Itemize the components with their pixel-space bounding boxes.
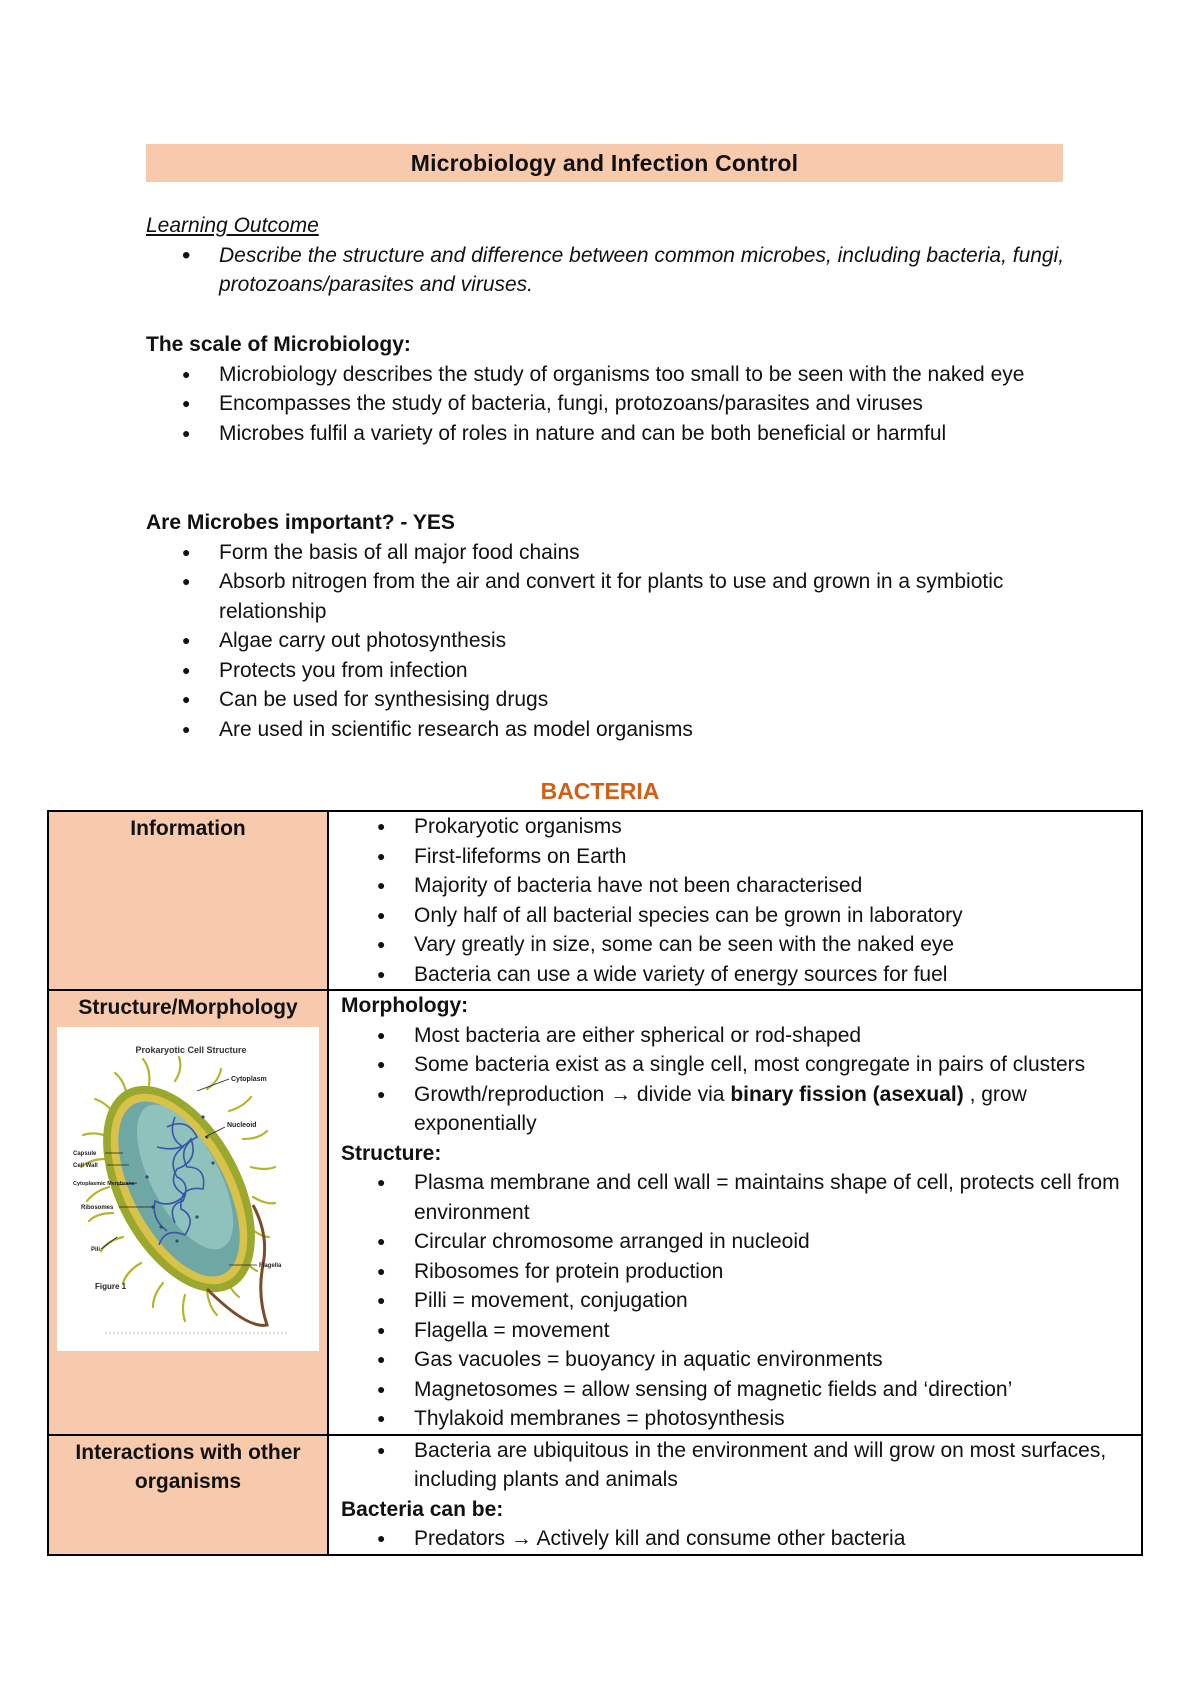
importance-section [146,508,1076,744]
scale-heading: The scale of Microbiology: [146,333,411,356]
table-row [48,811,1142,990]
list-item: ● Magnetosomes = allow sensing of magnetic fields and ‘direction’ [341,1375,1137,1405]
list-item: ● Bacteria are ubiquitous in the environment and will grow on most surfaces, including plants and animals [341,1436,1137,1495]
list-item: ● Protects you from infection [146,656,1076,686]
list-item: ● Absorb nitrogen from the air and convert it for plants to use and grown in a symbiotic relationship [146,567,1076,626]
list-item: ● Only half of all bacterial species can be grown in laboratory [341,901,1137,931]
list-item: ● Flagella = movement [341,1316,1137,1346]
learning-outcome-heading: Learning Outcome [146,214,319,237]
structure-list [341,1168,1137,1434]
list-item: ● Bacteria can use a wide variety of energy sources for fuel [341,960,1137,990]
structure-content [328,990,1142,1435]
list-item: ● Algae carry out photosynthesis [146,626,1076,656]
list-item: ● Majority of bacteria have not been characterised [341,871,1137,901]
table-row [48,1435,1142,1555]
table-row [48,990,1142,1435]
growth-text-suffix: , grow exponentially [414,1082,1027,1135]
list-item: ● Can be used for synthesising drugs [146,685,1076,715]
structure-label: Structure/Morphology [78,996,298,1019]
structure-heading: Structure: [341,1141,442,1165]
importance-list [146,538,1076,745]
list-item: ● Predators → Actively kill and consume other bacteria [341,1524,1137,1554]
importance-heading: Are Microbes important? - YES [146,511,455,534]
list-item: ● Pilli = movement, conjugation [341,1286,1137,1316]
list-item: ● Ribosomes for protein production [341,1257,1137,1287]
list-item: ● Microbiology describes the study of organisms too small to be seen with the naked eye [146,360,1076,390]
learning-outcome-section [146,211,1076,300]
growth-text-bold: binary fission (asexual) [730,1082,964,1106]
label-flagella: Flagella [259,1262,282,1269]
label-pili: Pili [91,1246,101,1253]
list-item: ● Circular chromosome arranged in nucleoid [341,1227,1137,1257]
list-item: ● Form the basis of all major food chains [146,538,1076,568]
information-list [341,812,1137,989]
interactions-content [328,1435,1142,1555]
label-cytoplasm: Cytoplasm [231,1075,267,1083]
document-title: Microbiology and Infection Control [146,144,1063,182]
scale-section [146,330,1076,448]
morphology-list [341,1021,1137,1139]
bacterium-diagram [57,1027,319,1351]
information-label: Information [48,811,328,990]
learning-outcome-list [146,241,1076,300]
can-be-heading: Bacteria can be: [341,1497,504,1521]
label-cell-wall: Cell Wall [73,1162,98,1169]
list-item: ● Plasma membrane and cell wall = maintains shape of cell, protects cell from environment [341,1168,1137,1227]
scale-list [146,360,1076,449]
list-item: ● Prokaryotic organisms [341,812,1137,842]
interactions-list [341,1436,1137,1495]
prokaryotic-cell-figure [57,1027,319,1351]
morphology-heading: Morphology: [341,994,469,1017]
growth-text-prefix: Growth/reproduction → divide via [414,1082,731,1106]
list-item: ● Encompasses the study of bacteria, fungi, protozoans/parasites and viruses [146,389,1076,419]
label-cytoplasmic-membrane: Cytoplasmic Membrane [73,1180,135,1187]
list-item: ● Some bacteria exist as a single cell, most congregate in pairs of clusters [341,1050,1137,1080]
list-item: ● Vary greatly in size, some can be seen with the naked eye [341,930,1137,960]
list-item: ● Gas vacuoles = buoyancy in aquatic environments [341,1345,1137,1375]
can-be-list [341,1524,1137,1554]
label-nucleoid: Nucleoid [227,1121,257,1129]
information-content [328,811,1142,990]
label-ribosomes: Ribosomes [81,1204,114,1211]
structure-label-cell [48,990,328,1435]
list-item: ● First-lifeforms on Earth [341,842,1137,872]
interactions-label: Interactions with other organisms [48,1435,328,1555]
bacteria-section-title: BACTERIA [540,778,660,804]
figure-title: Prokaryotic Cell Structure [135,1044,247,1055]
list-item-growth [341,1080,1137,1139]
list-item: ● Thylakoid membranes = photosynthesis [341,1404,1137,1434]
list-item: • Describe the structure and difference between common microbes, including bacteria, fungi, protozoans/parasites and viruses. [146,241,1076,300]
label-capsule: Capsule [73,1150,97,1157]
list-item: ● Microbes fulfil a variety of roles in nature and can be both beneficial or harmful [146,419,1076,449]
figure-caption: Figure 1 [95,1281,127,1291]
list-item: ● Are used in scientific research as model organisms [146,715,1076,745]
bacteria-table [47,810,1143,1556]
list-item: ● Most bacteria are either spherical or rod-shaped [341,1021,1137,1051]
